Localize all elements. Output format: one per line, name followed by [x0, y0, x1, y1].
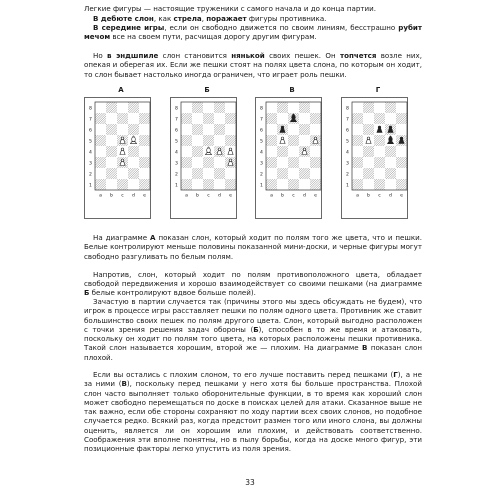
board-square — [374, 168, 385, 179]
diagram-label: Б — [204, 86, 210, 94]
chess-board-svg — [341, 97, 408, 219]
board-square — [225, 135, 236, 146]
board-square — [192, 113, 203, 124]
board-square — [203, 157, 214, 168]
board-square — [214, 179, 225, 190]
rank-label: 6 — [175, 128, 178, 134]
rank-label: 1 — [89, 183, 92, 189]
text-run: Зачастую в партии случается так (причины этого мы здесь обсуждать не будем), что игрок в процессе игры расставляет пешки по полям одного цвета. Противник же ставит большинство своих пешек по полям другого цвета. Слон, который выгодно расположен с точки зрения решения задач обороны ( — [84, 297, 422, 334]
board-square — [139, 124, 150, 135]
board-square — [266, 113, 277, 124]
board-square — [181, 146, 192, 157]
board-square — [106, 157, 117, 168]
board-square — [106, 113, 117, 124]
rank-label: 6 — [89, 128, 92, 134]
board-square — [214, 135, 225, 146]
board-square — [203, 113, 214, 124]
board-square — [117, 168, 128, 179]
bold-run: в эндшпиле — [107, 51, 159, 60]
board-square — [181, 102, 192, 113]
board-square — [181, 135, 192, 146]
rank-label: 8 — [260, 106, 263, 112]
text-run: ), а не за ними ( — [84, 370, 422, 389]
board-square — [299, 102, 310, 113]
paragraphs_bottom-paragraph — [84, 233, 422, 261]
bold-run: А — [150, 233, 156, 242]
board-square — [288, 179, 299, 190]
board-square — [288, 168, 299, 179]
board-square — [396, 124, 407, 135]
text-run: Если вы остались с плохим слоном, то его лучше поставить перед пешками ( — [93, 370, 394, 379]
rank-label: 7 — [89, 117, 92, 123]
board-square — [128, 179, 139, 190]
board-square — [396, 146, 407, 157]
board-square — [352, 179, 363, 190]
board-square — [117, 179, 128, 190]
board-square — [225, 179, 236, 190]
board-square — [214, 124, 225, 135]
board-square — [299, 124, 310, 135]
board-square — [385, 102, 396, 113]
board-square — [277, 179, 288, 190]
paragraphs_bottom-paragraph — [84, 270, 422, 298]
board-square — [203, 179, 214, 190]
board-square — [128, 124, 139, 135]
rank-label: 5 — [175, 139, 178, 145]
board-square — [192, 135, 203, 146]
board-square — [225, 124, 236, 135]
board-square — [181, 168, 192, 179]
board-square — [128, 102, 139, 113]
text-run: все на своем пути, расчищая дорогу другим фигурам. — [110, 32, 317, 42]
board-square — [374, 113, 385, 124]
rank-label: 5 — [260, 139, 263, 145]
board-square — [385, 157, 396, 168]
board-square — [95, 168, 106, 179]
board-square — [299, 179, 310, 190]
file-label: a — [185, 193, 188, 199]
board-square — [288, 146, 299, 157]
rank-label: 1 — [346, 183, 349, 189]
rank-label: 7 — [346, 117, 349, 123]
text-run: Но — [93, 51, 108, 60]
board-square — [266, 146, 277, 157]
board-square — [363, 168, 374, 179]
board-square — [363, 124, 374, 135]
board-square — [363, 113, 374, 124]
board-square — [310, 157, 321, 168]
text-run: На диаграмме — [93, 233, 151, 242]
rank-label: 4 — [260, 150, 263, 156]
board-square — [95, 113, 106, 124]
bold-run: топчется — [339, 51, 377, 60]
text-run: своих пешек. Он — [264, 51, 340, 60]
board-square — [299, 135, 310, 146]
chess-board-svg — [84, 97, 151, 219]
board-square — [277, 146, 288, 157]
board-square — [352, 157, 363, 168]
board-square — [214, 102, 225, 113]
board-square — [266, 179, 277, 190]
board-square — [192, 157, 203, 168]
board-square — [310, 113, 321, 124]
board-square — [288, 157, 299, 168]
board-square — [192, 146, 203, 157]
board-square — [106, 179, 117, 190]
file-label: a — [99, 193, 102, 199]
board-square — [396, 179, 407, 190]
board-square — [310, 168, 321, 179]
file-label: c — [378, 193, 381, 199]
bold-run: Б — [253, 324, 259, 334]
board-square — [310, 102, 321, 113]
board-square — [385, 179, 396, 190]
board-square — [385, 113, 396, 124]
chess-diagram — [255, 97, 322, 219]
board-square — [139, 179, 150, 190]
diagram-label: В — [289, 86, 295, 94]
board-square — [363, 157, 374, 168]
rank-label: 8 — [175, 106, 178, 112]
bold-run: В — [362, 343, 368, 353]
board-square — [192, 179, 203, 190]
file-label: b — [281, 193, 284, 199]
rank-label: 3 — [346, 161, 349, 167]
board-square — [95, 146, 106, 157]
board-square — [139, 157, 150, 168]
board-square — [117, 124, 128, 135]
file-label: e — [400, 193, 403, 199]
board-square — [225, 168, 236, 179]
file-label: d — [218, 193, 221, 199]
board-square — [117, 113, 128, 124]
board-square — [288, 135, 299, 146]
board-square — [139, 102, 150, 113]
board-square — [266, 102, 277, 113]
chess-board-svg — [255, 97, 322, 219]
rank-label: 6 — [260, 128, 263, 134]
bold-run: Г — [393, 370, 398, 379]
chess-diagram — [84, 97, 151, 219]
board-square — [192, 168, 203, 179]
board-square — [214, 168, 225, 179]
rank-label: 3 — [260, 161, 263, 167]
board-square — [203, 102, 214, 113]
board-square — [192, 102, 203, 113]
board-square — [203, 168, 214, 179]
file-label: e — [229, 193, 232, 199]
text-run: слон становится — [158, 51, 232, 60]
paragraphs_top-paragraph — [84, 23, 422, 42]
text-run: Легкие фигуры — настоящие труженики с самого начала и до конца партии. — [84, 4, 376, 13]
bold-run: стрела — [173, 13, 202, 23]
rank-label: 5 — [89, 139, 92, 145]
board-square — [128, 113, 139, 124]
board-square — [288, 124, 299, 135]
text-run: Напротив, слон, который ходит по полям противоположного цвета, обладает свободой передвижения и хорошо взаимодействует со своими пешками (на диаграмме — [84, 269, 422, 288]
text-run: показан слон, который ходит по полям того же цвета, что и пешки. Белые контролируют меньше половины показанной мини-доски, и черные фигуры могут свободно разгуливать по белым полям. — [84, 233, 422, 261]
board-square — [374, 157, 385, 168]
rank-label: 2 — [260, 172, 263, 178]
file-label: b — [110, 193, 113, 199]
file-label: d — [389, 193, 392, 199]
rank-label: 8 — [346, 106, 349, 112]
board-square — [106, 135, 117, 146]
board-square — [266, 157, 277, 168]
rank-label: 2 — [346, 172, 349, 178]
paragraphs_bottom-paragraph — [84, 370, 422, 453]
rank-label: 7 — [175, 117, 178, 123]
board-square — [352, 168, 363, 179]
bold-run: Б — [84, 288, 90, 297]
board-square — [374, 146, 385, 157]
text-run: ), поскольку перед пешками у него хотя бы больше пространства. Плохой слон часто выполняет только оборонительные функции, в то время как хороший слон может свободно перемещаться по доске в поисках целей для атаки. Сказанное выше не так важно, если обе стороны сохраняют по ходу партии всех своих слонов, но подобное случается редко. Всякий раз, когда предстоит размен того или иного слона, вы должны оценить, является ли он хорошим или плохим, и действовать соответственно. Соображения эти вполне понятны, но в пылу борьбы, когда на доске много фигур, эти позиционные факторы легко упустить из поля зрения. — [84, 379, 423, 453]
board-square — [203, 124, 214, 135]
board-square — [266, 135, 277, 146]
file-label: a — [356, 193, 359, 199]
board-square — [192, 124, 203, 135]
board-square — [299, 157, 310, 168]
rank-label: 4 — [346, 150, 349, 156]
text-run: , как — [153, 13, 174, 23]
text-run: , — [201, 13, 207, 23]
board-square — [181, 113, 192, 124]
board-square — [181, 157, 192, 168]
board-square — [203, 135, 214, 146]
board-square — [352, 102, 363, 113]
paragraphs_bottom-paragraph — [84, 297, 422, 362]
file-label: b — [196, 193, 199, 199]
board-square — [181, 124, 192, 135]
rank-label: 1 — [175, 183, 178, 189]
board-square — [128, 168, 139, 179]
chess-diagram — [341, 97, 408, 219]
board-square — [266, 168, 277, 179]
file-label: e — [314, 193, 317, 199]
board-square — [225, 102, 236, 113]
board-square — [374, 135, 385, 146]
file-label: d — [303, 193, 306, 199]
file-label: c — [292, 193, 295, 199]
rank-label: 6 — [346, 128, 349, 134]
text-run: , если он свободно движется по своим линиям, бесстрашно — [164, 23, 399, 32]
board-square — [310, 146, 321, 157]
board-square — [288, 102, 299, 113]
board-square — [95, 124, 106, 135]
board-square — [106, 102, 117, 113]
board-square — [363, 146, 374, 157]
diagram-label: Г — [375, 86, 381, 94]
bold-run: нянькой — [231, 51, 265, 60]
file-label: c — [121, 193, 124, 199]
bold-run: рубит мечом — [84, 23, 422, 42]
file-label: e — [143, 193, 146, 199]
text-run: показан слон плохой. — [84, 343, 422, 362]
text-run: ), способен в то же время и атаковать, поскольку он ходит по полям того цвета, на которых расположены пешки противника. Такой слон называется хорошим, второй же — плохим. На диаграмме — [84, 324, 422, 353]
board-square — [225, 113, 236, 124]
rank-label: 7 — [260, 117, 263, 123]
text-run: белые контролируют вдвое больше полей). — [89, 288, 256, 297]
board-square — [363, 102, 374, 113]
board-square — [277, 157, 288, 168]
rank-label: 5 — [346, 139, 349, 145]
board-square — [128, 146, 139, 157]
rank-label: 1 — [260, 183, 263, 189]
rank-label: 3 — [175, 161, 178, 167]
file-label: b — [367, 193, 370, 199]
board-square — [374, 179, 385, 190]
board-square — [352, 113, 363, 124]
board-square — [95, 102, 106, 113]
text-run: фигуры противника. — [246, 13, 327, 23]
rank-label: 4 — [89, 150, 92, 156]
rank-label: 4 — [175, 150, 178, 156]
board-square — [139, 146, 150, 157]
board-square — [374, 102, 385, 113]
board-square — [106, 124, 117, 135]
rank-label: 2 — [175, 172, 178, 178]
board-square — [214, 157, 225, 168]
file-label: d — [132, 193, 135, 199]
board-square — [139, 113, 150, 124]
rank-label: 8 — [89, 106, 92, 112]
board-square — [214, 113, 225, 124]
board-square — [396, 113, 407, 124]
board-square — [396, 168, 407, 179]
board-square — [277, 102, 288, 113]
board-square — [385, 168, 396, 179]
board-square — [128, 157, 139, 168]
bold-run: В дебюте слон — [93, 13, 154, 23]
paragraphs_top-paragraph — [84, 14, 422, 23]
board-square — [139, 135, 150, 146]
board-square — [396, 102, 407, 113]
board-square — [310, 179, 321, 190]
paragraphs_top-paragraph — [84, 51, 422, 79]
board-square — [277, 168, 288, 179]
bold-run: В середине игры — [93, 23, 165, 32]
board-square — [95, 179, 106, 190]
board-square — [299, 168, 310, 179]
board-square — [106, 168, 117, 179]
board-square — [396, 157, 407, 168]
board-square — [181, 179, 192, 190]
board-square — [299, 113, 310, 124]
board-square — [266, 124, 277, 135]
board-square — [95, 135, 106, 146]
board-square — [352, 135, 363, 146]
bold-run: В — [121, 379, 127, 389]
paragraphs_top-paragraph — [84, 4, 422, 13]
board-square — [310, 124, 321, 135]
board-square — [277, 113, 288, 124]
board-square — [117, 102, 128, 113]
text-run: возле них, опекая и оберегая их. Если же пешки стоят на полях цвета слона, по которым он ходит, то слон бывает настолько иногда ограничен, что играет роль пешки. — [84, 51, 422, 79]
file-label: c — [207, 193, 210, 199]
rank-label: 2 — [89, 172, 92, 178]
board-square — [363, 179, 374, 190]
board-square — [95, 157, 106, 168]
chess-diagram — [170, 97, 237, 219]
board-square — [106, 146, 117, 157]
board-square — [139, 168, 150, 179]
board-square — [352, 124, 363, 135]
bold-run: поражает — [206, 13, 247, 23]
rank-label: 3 — [89, 161, 92, 167]
chess-board-svg — [170, 97, 237, 219]
page-number: 33 — [245, 478, 255, 487]
board-square — [385, 146, 396, 157]
file-label: a — [270, 193, 273, 199]
diagram-label: А — [118, 86, 124, 94]
board-square — [352, 146, 363, 157]
